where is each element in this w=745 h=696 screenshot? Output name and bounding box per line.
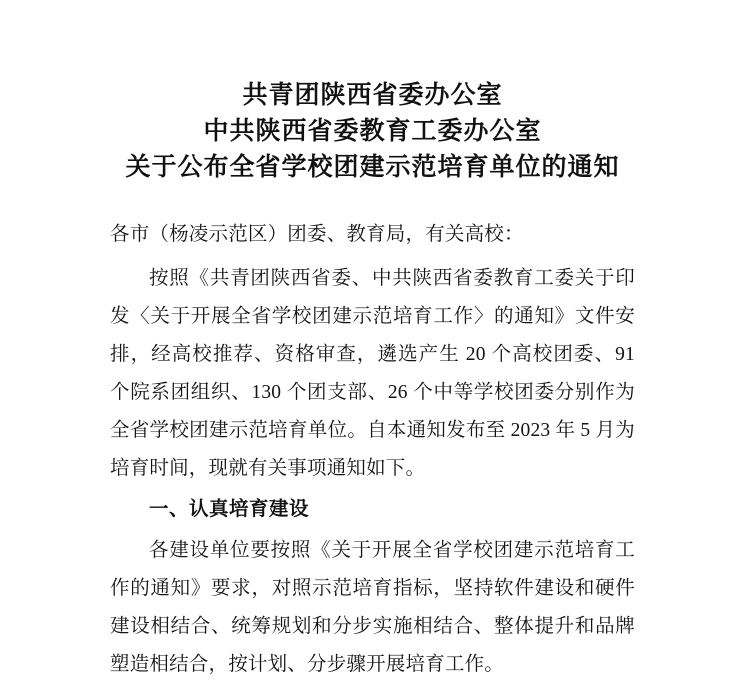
salutation: 各市（杨凌示范区）团委、教育局，有关高校： [110, 224, 524, 245]
document-body [110, 216, 635, 684]
title-line-1: 共青团陕西省委办公室 [242, 82, 503, 109]
paragraph-section-1-body: 各建设单位要按照《关于开展全省学校团建示范培育工作的通知》要求，对照示范培育指标，坚持软件建设和硬件建设相结合、统筹规划和分步实施相结合、整体提升和品牌塑造相结合，按计划、分步骤开展培育工作。 [110, 540, 635, 675]
section-heading-1: 一、认真培育建设 [149, 499, 310, 520]
title-line-3: 关于公布全省学校团建示范培育单位的通知 [125, 154, 620, 181]
document-title-block [110, 0, 635, 186]
paragraph-intro: 按照《共青团陕西省委、中共陕西省委教育工委关于印发〈关于开展全省学校团建示范培育工作〉的通知》文件安排，经高校推荐、资格审查，遴选产生 20 个高校团委、91 个院系团组织、130 个团支部、26 个中等学校团委分别作为全省学校团建示范培育单位。自本通知发布至 2023 年 5 月为培育时间，现就有关事项通知如下。 [110, 268, 635, 479]
title-line-2: 中共陕西省委教育工委办公室 [203, 118, 542, 145]
